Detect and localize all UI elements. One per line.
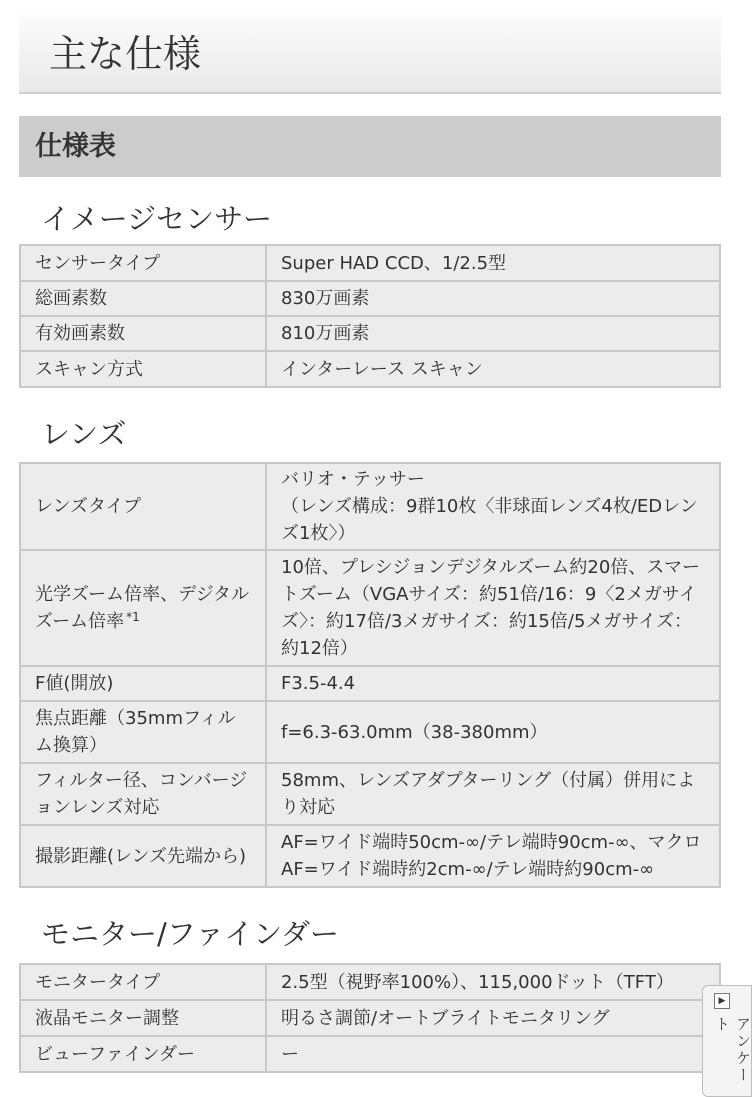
feedback-tab-label: アンケート: [713, 1016, 752, 1084]
expand-arrow-icon[interactable]: ▶: [714, 993, 730, 1009]
page-title: 主な仕様: [19, 14, 721, 94]
spec-key: センサータイプ: [20, 245, 266, 281]
spec-key: 有効画素数: [20, 316, 266, 351]
spec-value: F3.5-4.4: [266, 666, 720, 701]
table-row: [20, 1000, 720, 1036]
spec-value: 10倍、プレシジョンデジタルズーム約20倍、スマートズーム（VGAサイズ：約51倍/16：9〈2メガサイズ〉：約17倍/3メガサイズ：約15倍/5メガサイズ：約12倍）: [266, 550, 720, 666]
table-row: [20, 666, 720, 701]
table-row: [20, 550, 720, 666]
spec-table-monitor-finder: [19, 963, 721, 1073]
spec-key-text: 光学ズーム倍率、デジタルズーム倍率: [35, 584, 250, 632]
spec-value: 58mm、レンズアダプターリング（付属）併用により対応: [266, 763, 720, 825]
spec-key: スキャン方式: [20, 351, 266, 387]
spec-key: モニタータイプ: [20, 964, 266, 1000]
spec-value: Super HAD CCD、1/2.5型: [266, 245, 720, 281]
spec-key: 焦点距離（35mmフィルム換算）: [20, 701, 266, 763]
spec-key: F値(開放): [20, 666, 266, 701]
spec-table-image-sensor: [19, 244, 721, 388]
table-row: [20, 763, 720, 825]
table-row: [20, 281, 720, 316]
group-title-image-sensor: イメージセンサー: [41, 202, 273, 236]
spec-key: 液晶モニター調整: [20, 1000, 266, 1036]
feedback-tab[interactable]: [702, 985, 752, 1097]
spec-key-with-note: [20, 550, 266, 666]
group-title-lens: レンズ: [41, 417, 127, 451]
spec-value: バリオ・テッサー （レンズ構成：9群10枚〈非球面レンズ4枚/EDレンズ1枚〉）: [266, 463, 720, 550]
spec-key: レンズタイプ: [20, 463, 266, 550]
table-row: [20, 351, 720, 387]
table-row: [20, 463, 720, 550]
spec-key: フィルター径、コンバージョンレンズ対応: [20, 763, 266, 825]
spec-key: ビューファインダー: [20, 1036, 266, 1072]
table-row: [20, 964, 720, 1000]
spec-value: インターレース スキャン: [266, 351, 720, 387]
table-row: [20, 701, 720, 763]
section-title: 仕様表: [19, 116, 721, 177]
table-row: [20, 316, 720, 351]
spec-value: f=6.3-63.0mm（38-380mm）: [266, 701, 720, 763]
footnote-marker: *1: [126, 610, 140, 624]
spec-value: 2.5型（視野率100%）、115,000ドット（TFT）: [266, 964, 720, 1000]
spec-key: 撮影距離(レンズ先端から): [20, 825, 266, 887]
spec-table-lens: [19, 462, 721, 888]
table-row: [20, 245, 720, 281]
spec-page: [19, 14, 721, 1073]
spec-value: AF=ワイド端時50cm-∞/テレ端時90cm-∞、マクロAF=ワイド端時約2cm-∞/テレ端時約90cm-∞: [266, 825, 720, 887]
spec-key: 総画素数: [20, 281, 266, 316]
spec-value: ー: [266, 1036, 720, 1072]
spec-value: 830万画素: [266, 281, 720, 316]
group-title-monitor-finder: モニター/ファインダー: [41, 917, 340, 951]
spec-value: 810万画素: [266, 316, 720, 351]
table-row: [20, 825, 720, 887]
spec-value: 明るさ調節/オートブライトモニタリング: [266, 1000, 720, 1036]
table-row: [20, 1036, 720, 1072]
